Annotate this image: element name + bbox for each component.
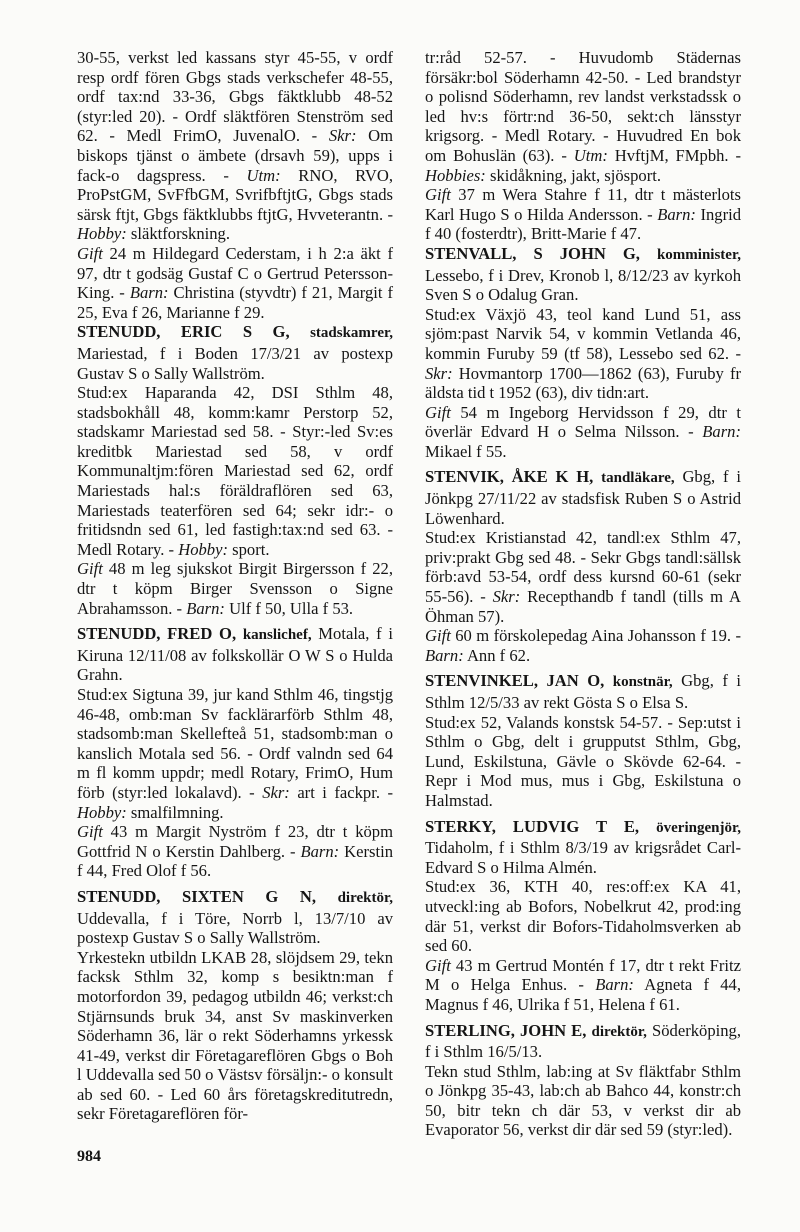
italic-label: Utm: [573,145,608,165]
text-run: 48 m leg sjukskot Birgit Birgersson f 22, dtr t köpm Birger Svensson o Signe Abrahamsson. - [77,559,393,618]
biography-entry [425,467,741,665]
italic-label: Skr: [425,363,453,383]
text-run: tr:råd 52-57. - Huvudomb Städernas försäkr:bol Söderhamn 42-50. - Led brandstyr o polisnd Söderhamn, rev landst verkstadssk o led hv:s förtr:nd 36-50, sekt:ch länsstyr krigsorg. - Medl Rotary. - Huvudred En bok om Bohuslän (63). - [425,48,741,165]
entry-heading [77,624,393,685]
entry-career [425,877,741,955]
text-run: Christina (styvdtr) f 21, Margit f 25, Eva f 26, Marianne f 29. [77,283,393,322]
text-run: Stud:ex 52, Valands konstsk 54-57. - Sep:utst i Sthlm o Gbg, delt i grupputst Sthlm, Gbg, Lund, Eskilstuna, Gävle o Skövde 62-64. - Repr i Mod mus, mus i Gbg, Eskilstuna o Halmstad. [425,712,741,810]
entry-career [425,713,741,811]
entry-name: STENVALL, S JOHN G, [425,243,640,263]
continued-entry-text [425,48,741,185]
text-run: art i fackpr. - [289,782,393,802]
text-run: Om biskops tjänst o ämbete (drsavh 59), upps i fack-o dagspress. - [77,126,394,185]
italic-label: Hobbies: [425,165,486,185]
entry-name: STERKY, LUDVIG T E, [425,816,640,836]
italic-label: Gift [77,822,103,842]
biography-entry [425,1021,741,1141]
italic-label: Skr: [492,587,521,607]
entry-career [425,305,741,403]
italic-label: Gift [77,243,103,263]
entry-occupation: överingenjör, [656,819,741,836]
italic-label: Gift [77,559,103,579]
text-run: Stud:ex Kristianstad 42, tandl:ex Sthlm 47, priv:prakt Gbg sed 48. - Sekr Gbgs tandl:sällsk förb:avd 53-54, ordf dess kursnd 60-61 (sekr 55-56). - [425,528,741,607]
entry-heading [77,322,393,383]
text-run: smalfilmning. [126,802,224,822]
text-run: Stud:ex Växjö 43, teol kand Lund 51, ass sjöm:past Narvik 54, v kommin Vetlanda 46, kommin Furuby 59 (tf 58), Lessebo sed 62. - [425,304,741,363]
text-run: RNO, RVO, ProPstGM, SvFfbGM, SvrifbftjtG, Gbgs stads särsk ftjt, Gbgs fäktklubbs ftjtG, Hvveterantn. - [77,165,394,224]
italic-label: Gift [425,955,451,975]
entry-family [425,626,741,665]
text-run: Ulf f 50, Ulla f 53. [224,598,354,618]
entry-family [77,559,393,618]
entry-heading [425,671,741,712]
italic-label: Utm: [246,165,281,185]
italic-label: Barn: [300,841,340,861]
entry-intro: Tidaholm, f i Sthlm 8/3/19 av krigsrådet Carl-Edvard S o Hilma Almén. [425,838,741,877]
entry-family [77,822,393,881]
text-run: Hovmantorp 1700—1862 (63), Furuby fr äldsta tid t 1952 (63), div tidn:art. [425,363,741,403]
italic-label: Barn: [425,645,464,665]
entry-career [425,1062,741,1140]
entry-heading [425,1021,741,1062]
text-run: Agneta f 44, Magnus f 46, Ulrika f 51, Helena f 61. [425,975,742,1014]
biography-entry [425,817,741,1015]
entry-intro: Söderköping, f i Sthlm 16/5/13. [425,1020,741,1062]
biography-entry [77,624,393,881]
entry-intro: Motala, f i Kiruna 12/11/08 av folkskollär O W S o Hulda Grahn. [77,624,393,685]
text-run: Ingrid f 40 (fosterdtr), Britt-Marie f 47. [425,204,742,244]
italic-label: Barn: [186,598,225,618]
entry-heading [77,887,393,948]
italic-label: Barn: [595,975,634,995]
biography-entry [425,671,741,810]
biography-entry [425,244,741,462]
italic-label: Skr: [262,782,290,802]
entry-intro: Gbg, f i Jönkpg 27/11/22 av stadsfisk Ruben S o Astrid Löwenhard. [425,467,741,528]
entry-career [77,685,393,822]
text-run: 43 m Margit Nyström f 23, dtr t köpm Gottfrid N o Kerstin Dahlberg. - [77,822,393,861]
continued-entry-family [77,244,393,322]
entry-name: STENUDD, SIXTEN G N, [77,886,316,906]
text-run: 60 m förskolepedag Aina Johansson f 19. - [450,626,741,646]
entry-occupation: komminister, [656,246,741,263]
left-column [77,48,393,1130]
text-run: 37 m Wera Stahre f 11, dtr t mästerlots Karl Hugo S o Hilda Andersson. - [425,185,741,224]
text-run: sport. [228,539,270,559]
text-run: Recepthandb f tandl (tills m A Öhman 57). [425,587,741,626]
biography-entry [77,887,393,1124]
entry-intro: Mariestad, f i Boden 17/3/21 av postexp Gustav S o Sally Wallström. [77,343,393,383]
text-run: släktforskning. [126,224,231,244]
page-number: 984 [77,1148,101,1165]
entry-intro: Uddevalla, f i Töre, Norrb l, 13/7/10 av postexp Gustav S o Sally Wallström. [77,908,393,948]
entry-intro: Lessebo, f i Drev, Kronob l, 8/12/23 av kyrkoh Sven S o Odalug Gran. [425,265,741,305]
biography-entry [77,322,393,618]
entry-career [77,383,393,559]
text-run: Mikael f 55. [425,441,507,461]
entry-occupation: kanslichef, [242,627,312,644]
italic-label: Hobby: [178,539,228,559]
entry-heading [425,244,741,305]
text-run: 30-55, verkst led kassans styr 45-55, v ordf resp ordf fören Gbgs stads verkschefer 48-55, ordf tax:nd 33-36, Gbgs fäktklubb 48-52 (styr:led 20). - Ordf släktfören Stenström sed 62. - Medl FrimO, JuvenalO. - [77,48,393,146]
italic-label: Barn: [702,422,741,442]
entry-name: STENVINKEL, JAN O, [425,671,605,691]
text-run: Ann f 62. [463,645,531,665]
entry-occupation: stadskamrer, [310,325,394,342]
entry-occupation: direktör, [591,1023,647,1040]
entry-family [425,403,741,462]
entry-heading [425,817,741,878]
text-run: Tekn stud Sthlm, lab:ing at Sv fläktfabr Sthlm o Jönkpg 35-43, lab:ch ab Bahco 44, konstr:ch 50, bitr tekn ch där 53, v verkst dir ab Evaporator 56, verkst dir där sed 59 (styr:led). [425,1061,741,1140]
text-run: Stud:ex 36, KTH 40, res:off:ex KA 41, utveckl:ing ab Bofors, Nobelkrut 42, prod:ing där 51, verkst dir Bofors-Tidaholmsverken ab sed 60. [425,877,741,956]
italic-label: Gift [425,185,451,205]
continued-entry-family [425,185,741,244]
italic-label: Hobby: [77,802,127,822]
entry-name: STENUDD, ERIC S G, [77,322,290,342]
entry-career [77,948,393,1124]
entry-career [425,528,741,626]
italic-label: Gift [425,626,451,646]
italic-label: Barn: [129,283,169,303]
text-run: HvftjM, FMpbh. - [607,145,741,165]
text-run: 24 m Hildegard Cederstam, i h 2:a äkt f 97, dtr t godsäg Gustaf C o Gertrud Petersson-King. - [77,243,393,303]
text-run: skidåkning, jakt, sjösport. [485,165,661,185]
text-run: Yrkestekn utbildn LKAB 28, slöjdsem 29, tekn facksk Sthlm 32, komp s besiktn:man f motorfordon 39, pedagog utbildn 46; verkst:ch Stjärnsunds bruk 34, anst Sv maskinverken Söderhamn 36, lär o rekt Söderhamns yrkessk 41-49, verkst dir Företagareflören Gbgs o Boh l Uddevalla sed 50 o Västsv försäljn:- o konsult ab sed 60. - Led 60 års företagskreditutredn, sekr Företagareflören för- [77,947,393,1124]
text-run: 43 m Gertrud Montén f 17, dtr t rekt Fritz M o Helga Enhus. - [425,955,741,995]
continued-entry-text [77,48,393,244]
entry-occupation: konstnär, [612,674,673,691]
entry-family [425,956,741,1015]
entry-name: STENVIK, ÅKE K H, [425,467,594,487]
italic-label: Gift [425,402,451,422]
italic-label: Skr: [328,126,357,146]
entry-intro: Gbg, f i Sthlm 12/5/33 av rekt Gösta S o Elsa S. [425,671,741,712]
text-run: 54 m Ingeborg Hervidsson f 29, dtr t överlär Edvard H o Selma Nilsson. - [425,402,741,442]
entry-occupation: direktör, [337,889,393,906]
text-run: Stud:ex Sigtuna 39, jur kand Sthlm 46, tingstjg 46-48, omb:man Sv facklärarförb Sthlm 48, stadsomb:man Skellefteå 51, stadsomb:man o kanslich Motala sed 56. - Ordf valndn sed 64 m fl komm uppdr; medl Rotary, FrimO, Hum förb (styr:led lokalavd). - [77,685,393,802]
entry-name: STENUDD, FRED O, [77,624,237,644]
entry-name: STERLING, JOHN E, [425,1020,587,1040]
italic-label: Barn: [657,204,696,224]
right-column [425,48,741,1146]
text-run: Kerstin f 44, Fred Olof f 56. [77,841,393,881]
text-run: Stud:ex Haparanda 42, DSI Sthlm 48, stadsbokhåll 48, komm:kamr Perstorp 52, stadskamr Mariestad sed 58. - Styr:-led Sv:es kreditbk Mariestad sed 58, v ordf Kommunaltjm:fören Mariestad sed 62, ordf Mariestads hal:s föräldraflören sed 63, Mariestads teaterfören sed 64; sekr idr:- o fritidsndn sed 61, led fastigh:tax:nd sed 63. - Medl Rotary. - [77,383,393,559]
entry-heading [425,467,741,528]
entry-occupation: tandläkare, [601,470,675,487]
italic-label: Hobby: [77,224,127,244]
